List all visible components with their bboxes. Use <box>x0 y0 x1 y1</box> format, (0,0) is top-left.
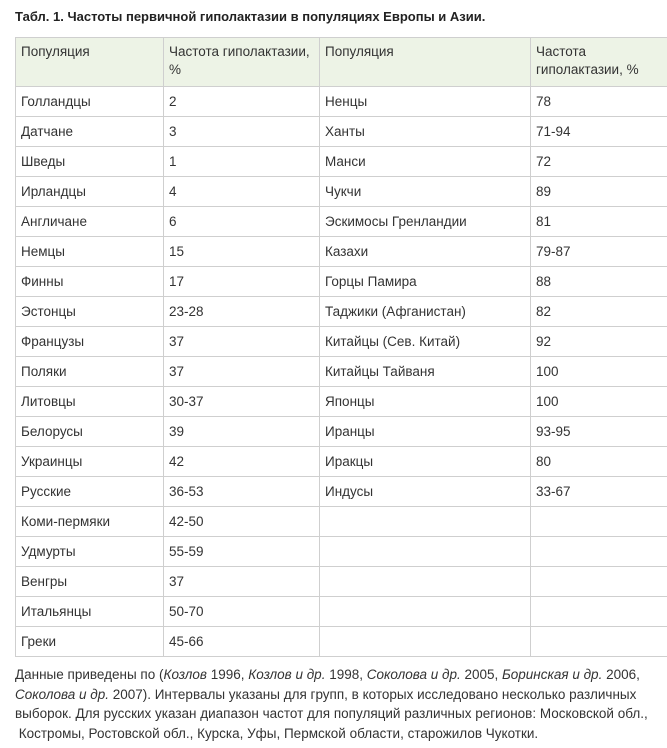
population-asia-cell: Казахи <box>320 237 531 267</box>
frequency-europe-cell: 55-59 <box>164 537 320 567</box>
note-line <box>15 665 665 685</box>
frequency-asia-cell: 71-94 <box>531 117 667 147</box>
population-europe-cell: Удмурты <box>16 537 164 567</box>
population-asia-cell <box>320 507 531 537</box>
frequency-asia-cell: 72 <box>531 147 667 177</box>
population-europe-cell: Итальянцы <box>16 597 164 627</box>
table-row <box>16 507 667 537</box>
frequency-asia-cell: 100 <box>531 387 667 417</box>
population-asia-cell: Чукчи <box>320 177 531 207</box>
population-asia-cell: Японцы <box>320 387 531 417</box>
population-europe-cell: Русские <box>16 477 164 507</box>
frequency-europe-cell: 2 <box>164 87 320 117</box>
population-asia-cell: Эскимосы Гренландии <box>320 207 531 237</box>
table-caption: Табл. 1. Частоты первичной гиполактазии в популяциях Европы и Азии. <box>15 9 486 24</box>
table-row <box>16 627 667 657</box>
note-text: 1996, <box>206 667 249 682</box>
frequency-asia-cell <box>531 627 667 657</box>
population-europe-cell: Немцы <box>16 237 164 267</box>
population-asia-cell: Манси <box>320 147 531 177</box>
population-asia-cell: Ненцы <box>320 87 531 117</box>
frequency-europe-cell: 45-66 <box>164 627 320 657</box>
note-line <box>15 724 665 744</box>
citation-author: Соколова и др. <box>15 686 109 702</box>
population-europe-cell: Белорусы <box>16 417 164 447</box>
header-population-europe: Популяция <box>16 38 164 87</box>
table-row <box>16 237 667 267</box>
citation-author: Козлов <box>163 667 207 682</box>
table-row <box>16 207 667 237</box>
frequency-asia-cell: 79-87 <box>531 237 667 267</box>
population-europe-cell: Ирландцы <box>16 177 164 207</box>
frequency-europe-cell: 37 <box>164 327 320 357</box>
frequency-asia-cell <box>531 507 667 537</box>
population-asia-cell <box>320 597 531 627</box>
population-asia-cell: Ханты <box>320 117 531 147</box>
population-asia-cell <box>320 537 531 567</box>
citation-author: Соколова и др. <box>366 667 461 682</box>
population-europe-cell: Эстонцы <box>16 297 164 327</box>
header-frequency-europe: Частота гиполактазии, % <box>164 38 320 87</box>
table-row <box>16 357 667 387</box>
population-europe-cell: Голландцы <box>16 87 164 117</box>
source-note <box>15 665 665 743</box>
note-text: Костромы, Ростовской обл., Курска, Уфы, Пермской области, старожилов Чукотки. <box>15 725 539 741</box>
table-body <box>16 87 667 657</box>
note-line <box>15 685 665 705</box>
population-asia-cell: Индусы <box>320 477 531 507</box>
frequency-asia-cell: 80 <box>531 447 667 477</box>
frequency-europe-cell: 39 <box>164 417 320 447</box>
population-europe-cell: Англичане <box>16 207 164 237</box>
population-europe-cell: Французы <box>16 327 164 357</box>
frequency-asia-cell: 93-95 <box>531 417 667 447</box>
frequency-europe-cell: 4 <box>164 177 320 207</box>
frequency-europe-cell: 3 <box>164 117 320 147</box>
population-asia-cell: Таджики (Афганистан) <box>320 297 531 327</box>
frequency-europe-cell: 50-70 <box>164 597 320 627</box>
header-population-asia: Популяция <box>320 38 531 87</box>
table-row <box>16 177 667 207</box>
note-text: 2006, <box>602 667 640 682</box>
population-europe-cell: Украинцы <box>16 447 164 477</box>
table-row <box>16 297 667 327</box>
hypolactasia-table <box>15 37 667 657</box>
population-europe-cell: Поляки <box>16 357 164 387</box>
frequency-asia-cell: 82 <box>531 297 667 327</box>
frequency-europe-cell: 36-53 <box>164 477 320 507</box>
population-asia-cell <box>320 627 531 657</box>
table-row <box>16 597 667 627</box>
frequency-europe-cell: 37 <box>164 357 320 387</box>
frequency-asia-cell: 89 <box>531 177 667 207</box>
frequency-asia-cell <box>531 597 667 627</box>
frequency-asia-cell <box>531 567 667 597</box>
population-europe-cell: Шведы <box>16 147 164 177</box>
table-header <box>16 38 667 87</box>
note-text: 2005, <box>460 667 502 682</box>
frequency-asia-cell: 92 <box>531 327 667 357</box>
frequency-europe-cell: 42-50 <box>164 507 320 537</box>
frequency-europe-cell: 17 <box>164 267 320 297</box>
population-asia-cell: Иранцы <box>320 417 531 447</box>
population-europe-cell: Коми-пермяки <box>16 507 164 537</box>
frequency-europe-cell: 6 <box>164 207 320 237</box>
citation-author: Боринская и др. <box>502 667 603 682</box>
population-europe-cell: Датчане <box>16 117 164 147</box>
frequency-europe-cell: 1 <box>164 147 320 177</box>
population-asia-cell: Горцы Памира <box>320 267 531 297</box>
table-row <box>16 267 667 297</box>
note-text: 2007). Интервалы указаны для групп, в которых исследовано несколько различных <box>108 686 637 702</box>
table-row <box>16 387 667 417</box>
note-text: Данные приведены по ( <box>15 667 164 682</box>
population-asia-cell: Китайцы (Сев. Китай) <box>320 327 531 357</box>
population-asia-cell: Иракцы <box>320 447 531 477</box>
header-frequency-asia: Частота гиполактазии, % <box>531 38 667 87</box>
frequency-asia-cell: 88 <box>531 267 667 297</box>
population-asia-cell: Китайцы Тайваня <box>320 357 531 387</box>
frequency-europe-cell: 23-28 <box>164 297 320 327</box>
frequency-europe-cell: 30-37 <box>164 387 320 417</box>
table-row <box>16 537 667 567</box>
table-row <box>16 87 667 117</box>
population-europe-cell: Литовцы <box>16 387 164 417</box>
frequency-europe-cell: 42 <box>164 447 320 477</box>
table-row <box>16 567 667 597</box>
table-row <box>16 417 667 447</box>
table-row <box>16 327 667 357</box>
citation-author: Козлов и др. <box>248 667 326 682</box>
note-text: 1998, <box>325 667 367 682</box>
frequency-asia-cell: 78 <box>531 87 667 117</box>
population-europe-cell: Финны <box>16 267 164 297</box>
population-asia-cell <box>320 567 531 597</box>
note-line <box>15 704 665 724</box>
table-row <box>16 447 667 477</box>
frequency-europe-cell: 37 <box>164 567 320 597</box>
frequency-asia-cell <box>531 537 667 567</box>
note-text: выборок. Для русских указан диапазон частот для популяций различных регионов: Московской обл., <box>15 706 648 721</box>
frequency-asia-cell: 33-67 <box>531 477 667 507</box>
table-row <box>16 147 667 177</box>
table-row <box>16 477 667 507</box>
population-europe-cell: Греки <box>16 627 164 657</box>
frequency-asia-cell: 100 <box>531 357 667 387</box>
frequency-europe-cell: 15 <box>164 237 320 267</box>
frequency-asia-cell: 81 <box>531 207 667 237</box>
header-row <box>16 38 667 87</box>
population-europe-cell: Венгры <box>16 567 164 597</box>
table-row <box>16 117 667 147</box>
